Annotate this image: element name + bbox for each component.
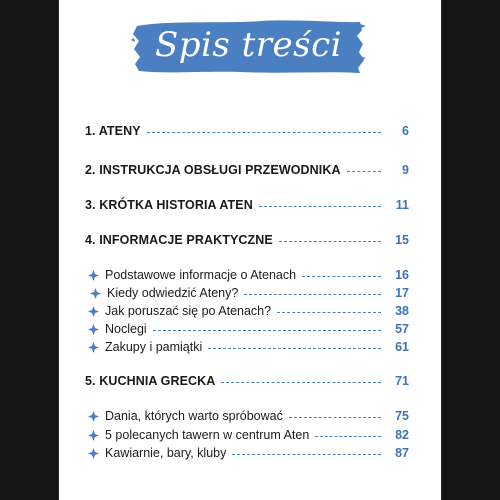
dotted-leader	[315, 436, 381, 437]
diamond-bullet-icon	[88, 411, 99, 422]
dotted-leader	[289, 417, 381, 418]
dotted-leader	[153, 330, 381, 331]
toc-page-number: 38	[395, 304, 409, 318]
toc-subitem[interactable]	[88, 407, 409, 425]
toc-subitem-label: Kawiarnie, bary, kluby	[105, 446, 227, 460]
toc-subitem-label: Jak poruszać się po Atenach?	[105, 304, 272, 318]
toc-section-label: 1. ATENY	[85, 124, 141, 138]
toc-subitem[interactable]	[88, 320, 409, 338]
diamond-bullet-icon	[88, 430, 99, 441]
toc-subitem[interactable]	[88, 302, 409, 320]
toc-page-number: 82	[395, 428, 409, 442]
toc-subitem[interactable]	[88, 266, 409, 284]
diamond-bullet-icon	[88, 448, 99, 459]
diamond-bullet-icon	[88, 306, 99, 317]
toc-page-number: 15	[395, 233, 409, 247]
toc-section-kuchnia[interactable]	[85, 372, 409, 390]
toc-page-number: 9	[402, 163, 409, 177]
toc-section-informacje[interactable]	[85, 231, 409, 249]
page-title: Spis treści	[154, 25, 343, 65]
dotted-leader	[232, 454, 381, 455]
dotted-leader	[259, 206, 381, 207]
toc-subitem-label: Kiedy odwiedzić Ateny?	[107, 286, 239, 300]
toc-page-number: 6	[402, 124, 409, 138]
tablet-bezel-left	[0, 0, 59, 500]
toc-section-label: 2. INSTRUKCJA OBSŁUGI PRZEWODNIKA	[85, 163, 341, 177]
diamond-bullet-icon	[88, 270, 99, 281]
toc-section-label: 3. KRÓTKA HISTORIA ATEN	[85, 198, 253, 212]
toc-page-number: 75	[395, 409, 409, 423]
dotted-leader	[347, 171, 381, 172]
dotted-leader	[147, 132, 381, 133]
toc-subitem-label: Zakupy i pamiątki	[105, 340, 203, 354]
dotted-leader	[302, 276, 381, 277]
toc-subitem-label: Noclegi	[105, 322, 147, 336]
toc-section-label: 5. KUCHNIA GRECKA	[85, 374, 216, 388]
dotted-leader	[279, 241, 381, 242]
toc-section-instrukcja[interactable]	[85, 161, 409, 179]
diamond-bullet-icon	[88, 342, 99, 353]
toc-subitem[interactable]	[88, 426, 409, 444]
toc-page-number: 16	[395, 268, 409, 282]
dotted-leader	[221, 382, 381, 383]
toc-page-number: 71	[395, 374, 409, 388]
dotted-leader	[244, 294, 381, 295]
toc-subitem[interactable]	[88, 444, 409, 462]
toc-subitem[interactable]	[90, 284, 409, 302]
toc-subitem-label: 5 polecanych tawern w centrum Aten	[105, 428, 310, 442]
toc-page-number: 87	[395, 446, 409, 460]
diamond-bullet-icon	[88, 324, 99, 335]
toc-subitem-label: Dania, których warto spróbować	[105, 409, 283, 423]
tablet-bezel-right	[441, 0, 500, 500]
tablet-screen[interactable]	[59, 0, 441, 500]
toc-page-number: 17	[395, 286, 409, 300]
toc-subitem-label: Podstawowe informacje o Atenach	[105, 268, 297, 282]
toc-section-ateny[interactable]	[85, 122, 409, 140]
toc-section-historia[interactable]	[85, 196, 409, 214]
toc-subitem[interactable]	[88, 338, 409, 356]
toc-page-number: 61	[395, 340, 409, 354]
toc-page-number: 57	[395, 322, 409, 336]
toc-section-label: 4. INFORMACJE PRAKTYCZNE	[85, 233, 273, 247]
dotted-leader	[277, 312, 381, 313]
toc-page-number: 11	[395, 198, 409, 212]
diamond-bullet-icon	[90, 288, 101, 299]
dotted-leader	[208, 348, 381, 349]
